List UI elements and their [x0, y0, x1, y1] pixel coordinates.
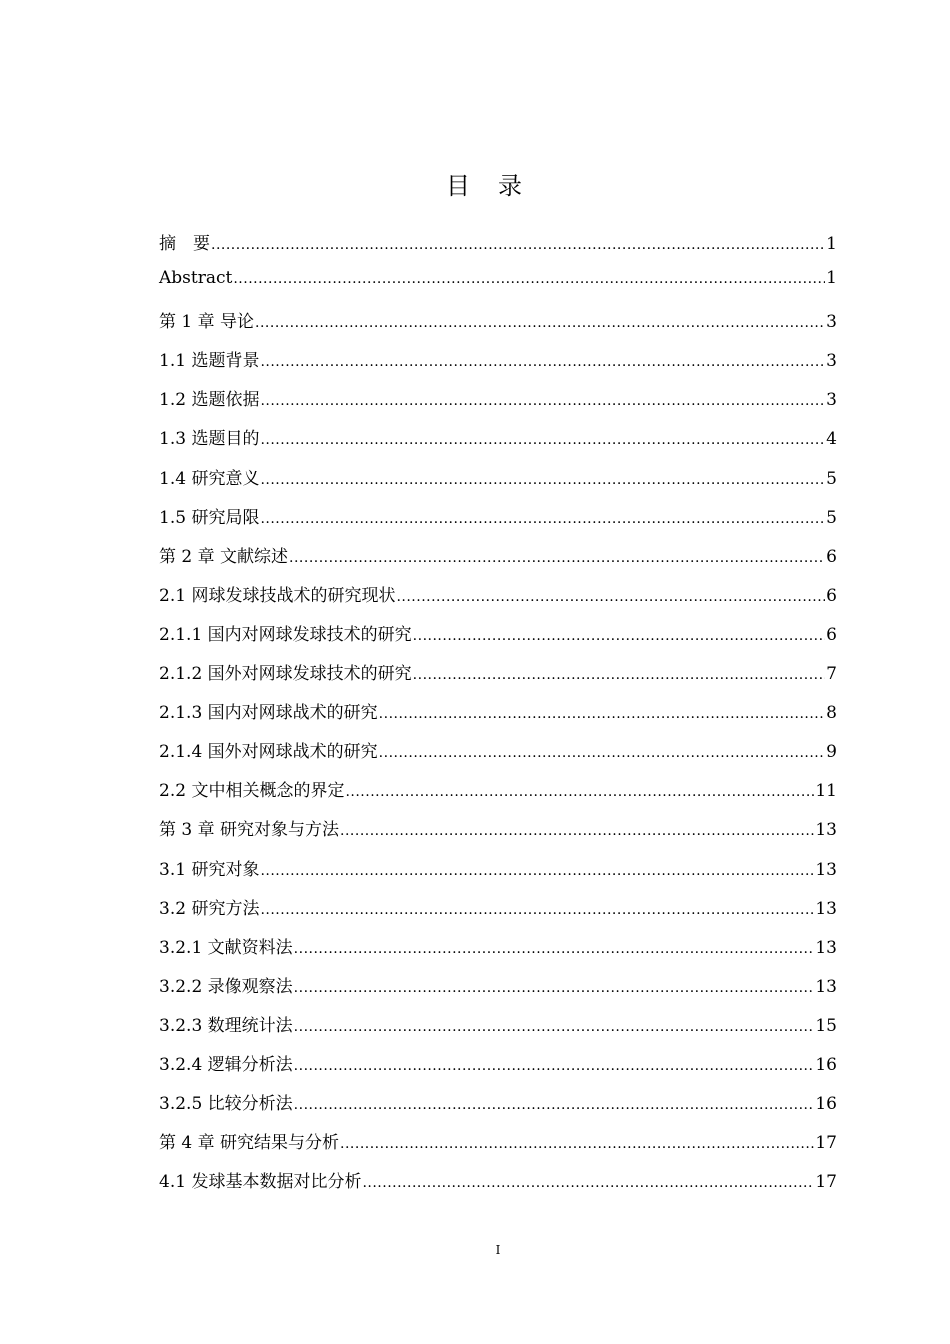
- dot-leader: [294, 977, 815, 997]
- toc-entry-label: 1.2 选题依据: [159, 390, 260, 411]
- toc-entry-page: 6: [826, 624, 837, 645]
- toc-entry[interactable]: [159, 776, 837, 815]
- toc-entry-page: 3: [826, 351, 837, 372]
- toc-entry-label: 1.4 研究意义: [159, 468, 260, 489]
- toc-entry-page: 13: [815, 976, 837, 997]
- dot-leader: [396, 586, 825, 606]
- toc-entry-page: 3: [826, 312, 837, 333]
- toc-entry-page: 13: [815, 820, 837, 841]
- toc-entry-page: 5: [826, 507, 837, 528]
- toc-entry-label: 1.1 选题背景: [159, 351, 260, 372]
- toc-entry[interactable]: [159, 268, 837, 307]
- toc-entry-label: 第 1 章 导论: [159, 312, 255, 333]
- toc-entry-label: 2.1.4 国外对网球战术的研究: [159, 742, 378, 763]
- toc-entry[interactable]: [159, 346, 837, 385]
- dot-leader: [260, 469, 825, 489]
- toc-entry-label: 2.1.2 国外对网球发球技术的研究: [159, 664, 412, 685]
- dot-leader: [379, 742, 826, 762]
- page-title: 目录: [446, 172, 550, 200]
- dot-leader: [294, 1055, 815, 1075]
- dot-leader: [362, 1172, 814, 1192]
- toc-entry-label: 3.2.5 比较分析法: [159, 1094, 293, 1115]
- toc-entry-page: 15: [815, 1015, 837, 1036]
- dot-leader: [233, 268, 825, 288]
- toc-entry-label: 第 3 章 研究对象与方法: [159, 820, 340, 841]
- toc-entry[interactable]: [159, 464, 837, 503]
- toc-entry-label: 3.2.2 录像观察法: [159, 976, 293, 997]
- toc-entry-label: 2.1.3 国内对网球战术的研究: [159, 703, 378, 724]
- toc-entry-page: 13: [815, 898, 837, 919]
- toc-entry-label: 3.2.1 文献资料法: [159, 937, 293, 958]
- toc-entry[interactable]: [159, 503, 837, 542]
- toc-entry-label: 第 4 章 研究结果与分析: [159, 1133, 340, 1154]
- dot-leader: [345, 781, 814, 801]
- toc-entry[interactable]: [159, 855, 837, 894]
- toc-entry[interactable]: [159, 815, 837, 854]
- toc-entry-label: 4.1 发球基本数据对比分析: [159, 1172, 362, 1193]
- toc-entry-page: 13: [815, 937, 837, 958]
- dot-leader: [289, 547, 825, 567]
- toc-entry[interactable]: [159, 1050, 837, 1089]
- dot-leader: [413, 625, 826, 645]
- toc-entry[interactable]: [159, 1167, 837, 1206]
- toc-entry[interactable]: [159, 698, 837, 737]
- toc-entry[interactable]: [159, 542, 837, 581]
- dot-leader: [379, 703, 826, 723]
- toc-entry[interactable]: [159, 385, 837, 424]
- toc-entry-page: 11: [815, 781, 837, 802]
- toc-entry-label: 3.2.4 逻辑分析法: [159, 1054, 293, 1075]
- toc-entry-page: 6: [826, 585, 837, 606]
- toc-entry-label: Abstract: [159, 268, 233, 289]
- dot-leader: [260, 351, 825, 371]
- toc-entry[interactable]: [159, 933, 837, 972]
- toc-entry-label: 2.2 文中相关概念的界定: [159, 781, 345, 802]
- dot-leader: [340, 820, 814, 840]
- toc-entry-page: 16: [815, 1094, 837, 1115]
- toc-entry-page: 4: [826, 429, 837, 450]
- toc-entry-page: 3: [826, 390, 837, 411]
- toc-entry-label: 1.5 研究局限: [159, 507, 260, 528]
- toc-entry-page: 17: [815, 1172, 837, 1193]
- dot-leader: [211, 234, 825, 254]
- dot-leader: [260, 390, 825, 410]
- toc-entry-label: 3.2.3 数理统计法: [159, 1015, 293, 1036]
- toc-entry-label: 2.1.1 国内对网球发球技术的研究: [159, 624, 412, 645]
- dot-leader: [255, 312, 825, 332]
- toc-entry-label: 1.3 选题目的: [159, 429, 260, 450]
- dot-leader: [260, 429, 825, 449]
- dot-leader: [260, 899, 814, 919]
- toc-entry-label: 2.1 网球发球技战术的研究现状: [159, 585, 396, 606]
- toc-entry-label: 3.2 研究方法: [159, 898, 260, 919]
- toc-entry-label: 第 2 章 文献综述: [159, 546, 289, 567]
- toc-entry-page: 9: [826, 742, 837, 763]
- toc-entry[interactable]: [159, 424, 837, 463]
- toc-entry[interactable]: [159, 1128, 837, 1167]
- toc-entry-page: 13: [815, 859, 837, 880]
- toc-entry[interactable]: [159, 1011, 837, 1050]
- toc-entry-page: 8: [826, 703, 837, 724]
- toc-entry-page: 1: [826, 268, 837, 289]
- toc-entry-page: 5: [826, 468, 837, 489]
- dot-leader: [294, 938, 815, 958]
- toc-entry[interactable]: [159, 581, 837, 620]
- dot-leader: [413, 664, 826, 684]
- toc-entry[interactable]: [159, 894, 837, 933]
- toc-entry-page: 17: [815, 1133, 837, 1154]
- toc-entry-page: 7: [826, 664, 837, 685]
- toc-entry-page: 16: [815, 1054, 837, 1075]
- dot-leader: [294, 1016, 815, 1036]
- toc-entry[interactable]: [159, 972, 837, 1011]
- dot-leader: [260, 508, 825, 528]
- toc-entry-label: 3.1 研究对象: [159, 859, 260, 880]
- toc-entry[interactable]: [159, 229, 837, 268]
- toc-entry[interactable]: [159, 1089, 837, 1128]
- toc-entry[interactable]: [159, 307, 837, 346]
- toc-entry[interactable]: [159, 659, 837, 698]
- toc-entry[interactable]: [159, 737, 837, 776]
- page-number: I: [495, 1243, 501, 1257]
- dot-leader: [260, 860, 814, 880]
- toc-entry[interactable]: [159, 620, 837, 659]
- toc-entry-page: 1: [826, 234, 837, 254]
- toc-entry-label: 摘 要: [159, 234, 210, 254]
- table-of-contents: [159, 229, 837, 1206]
- dot-leader: [340, 1133, 814, 1153]
- toc-entry-page: 6: [826, 546, 837, 567]
- dot-leader: [294, 1094, 815, 1114]
